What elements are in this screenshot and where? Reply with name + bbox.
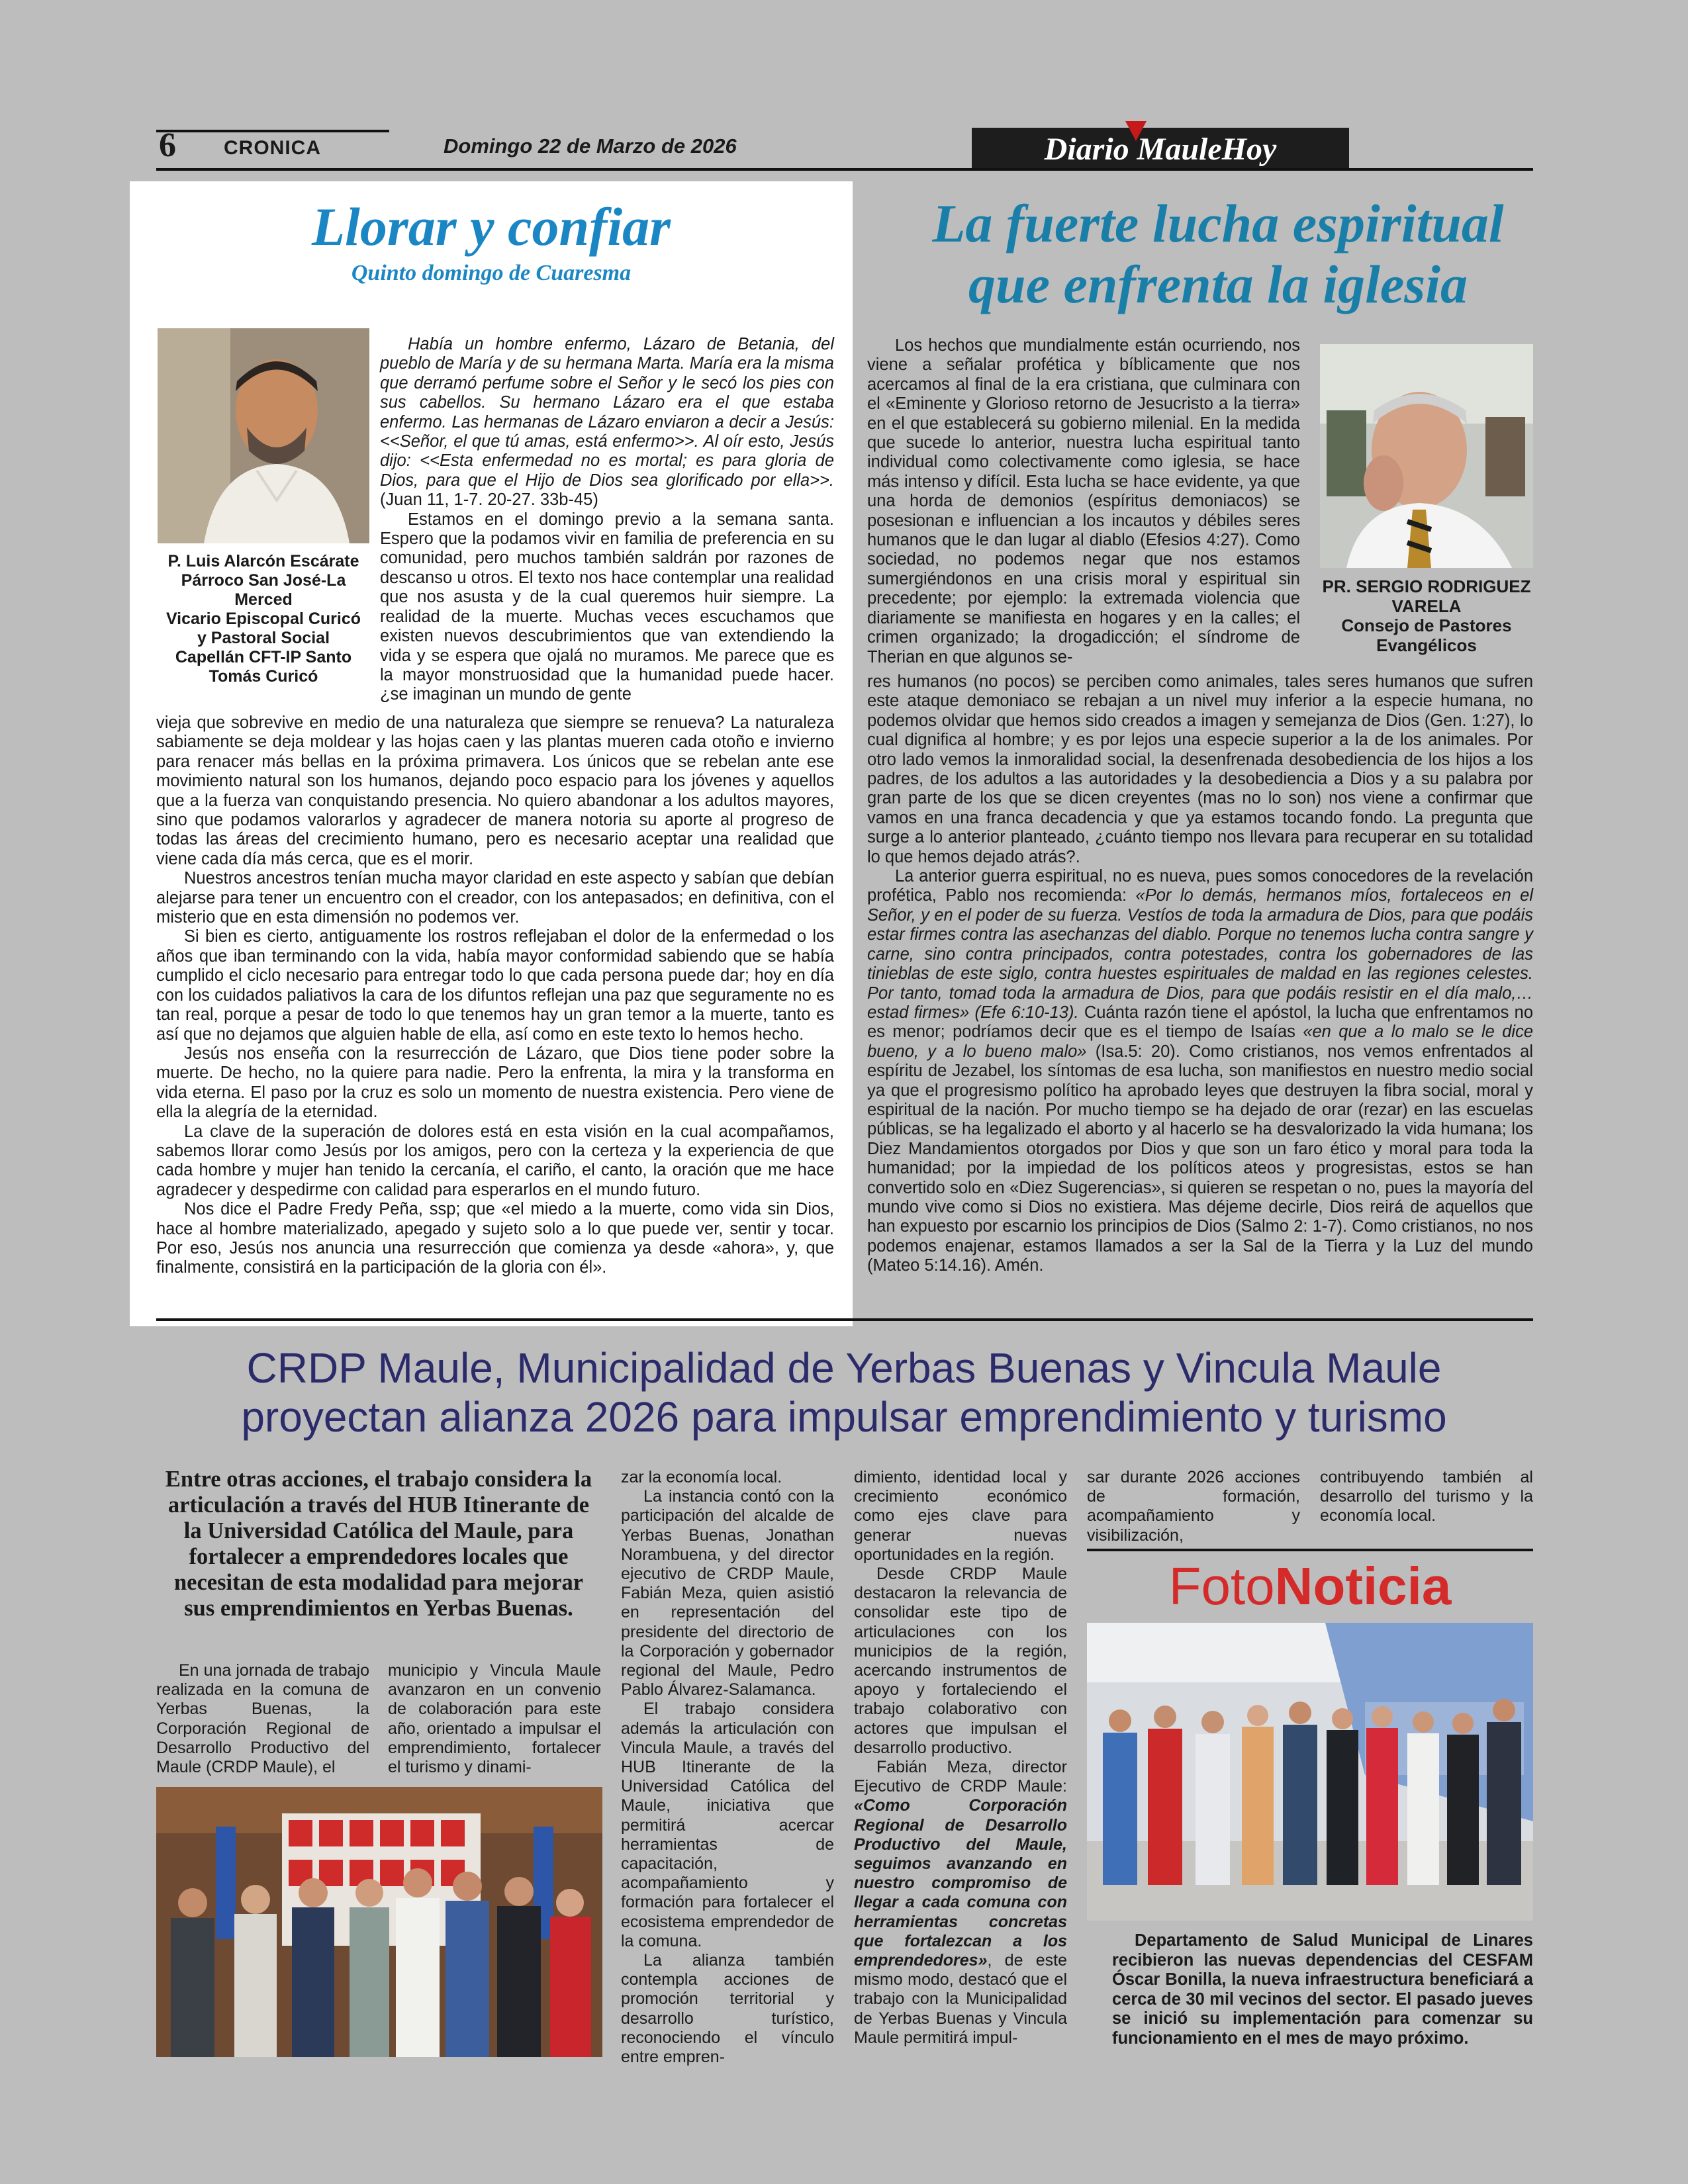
article-paragraph: Los hechos que mundialmente están ocurriendo, nos viene a señalar profética y bíblicamente que nos acercamos al final de la era cristiana, que culminara con el «Eminente y Glorioso retorno de Jesucristo a la tierra» en el que establecerá su gobierno milenial. En la medida que sucede lo anterior, nuestra lucha espiritual tanto individual como colectivamente como iglesia, se hace más intenso y difícil. Esta lucha se hace evidente, ya que una horda de demonios (espíritus demoniacos) se posesionan e influencian a los incautos y débiles seres humanos que le dan lugar al diablo (Efesios 4:27). Como sociedad, no podemos negar que nos estamos sumergiéndonos en una crisis moral y espiritual sin precedente; por ejemplo: la extremada violencia que diariamente se manifiesta en hogares y en la calles; el crimen organizado; la drogadicción; el síndrome de Therian en que algunos se- (867, 336, 1300, 666)
author-photo-alarcon (158, 328, 369, 543)
quote-fabian-meza: «Como Corporación Regional de Desarrollo Productivo del Maule, seguimos avanzando en nuestro compromiso de llegar a cada comuna con herramientas concretas que fortalezcan a los emprendedores» (854, 1796, 1067, 1970)
article-paragraph: Nuestros ancestros tenían mucha mayor claridad en este aspecto y sabían que debían alejarse para tener un encuentro con el creador, con los antepasados; en definitiva, con el misterio que en esta dimensión no podemos ver. (156, 869, 834, 927)
left-article-title: Llorar y confiar (311, 197, 671, 257)
text-run: (Isa.5: 20). Como cristianos, nos vemos enfrentados al espíritu de Jezabel, los síntomas de esa lucha, son manifiestos en nuestro medio social ya que el progresismo político ha aprobado leyes que destruyen la fibra social, moral y espiritual de la nación. Por mucho tiempo se ha dejado de orar (rezar) en las escuelas públicas, se ha legalizado el aborto y al hacerlo se ha desvalorizado la vida humana; los Diez Mandamientos otorgados por Dios y que son un faro ético y moral para toda la humanidad; por la impiedad de los políticos ateos y progresistas, estos se han convertido solo en «Diez Sugerencias», si quieren se respetan o no, pues la mayoría del mundo vive como si Dios no existiera. Mas déjeme decirle, Dios reirá de aquellos que han expuesto por escarnio los principios de Dios (Salmo 2: 1-7). Como cristianos, no nos podemos enajenar, estamos llamados a ser la Sal de la Tierra y la Luz del mundo (Mateo 5:14.16). Amén. (867, 1042, 1533, 1275)
article-paragraph: Estamos en el domingo previo a la semana santa. Espero que la podamos vivir en familia de preferencia en su comunidad, pero muchos también saldrán por razones de descanso u otros. El texto nos hace contemplar una realidad que nos asusta y de la cual queremos huir siempre. La realidad de la muerte. Muchas veces escuchamos que existen nuevos descubrimientos que van extendiendo la vida y se espera que ojalá no muramos. Me parece que es la mayor monstruosidad que la humanidad puede hacer. ¿se imaginan un mundo de gente (380, 510, 834, 704)
article-paragraph: zar la economía local. (621, 1468, 782, 1486)
bottom-article-lead: Entre otras acciones, el trabajo considera la articulación a través del HUB Itinerante de la Universidad Católica del Maule, para fortalecer a emprendedores locales que necesitan de esta modalidad para mejorar sus emprendimientos en Yerbas Buenas. (165, 1467, 592, 1621)
bible-quote: «en que a lo malo se le dice bueno, y a lo bueno malo» (867, 1023, 1534, 1061)
article-paragraph: contribuyendo también al desarrollo del turismo y la economía local. (1320, 1468, 1533, 1525)
foto-noticia-caption: Departamento de Salud Municipal de Linares recibieron las nuevas dependencias del CESFAM Óscar Bonilla, la nueva infraestructura beneficiará a cerca de 30 mil vecinos del sector. El pasado jueves se inició su implementación para comenzar su funcionamiento en el mes de mayo próximo. (1112, 1931, 1533, 2048)
text-run: Cuánta razón tiene el apóstol, la lucha que enfrentamos no es menor; podríamos decir que es el tiempo de Isaías (867, 1003, 1533, 1042)
caption-line: Párroco San José-La (181, 571, 346, 590)
article-paragraph: La alianza también contempla acciones de promoción territorial y desarrollo turístico, reconociendo el vínculo entre empren- (621, 1951, 834, 2067)
header-rule (156, 168, 1533, 171)
header-rule-left (156, 130, 389, 132)
gospel-quote: Había un hombre enfermo, Lázaro de Betania, del pueblo de María y de su hermana Marta. María era la misma que derramó perfume sobre el Señor y le secó los pies con sus cabellos. Su hermano Lázaro era el que estaba enfermo. Las hermanas de Lázaro enviaron a decir a Jesús: <<Señor, el que tú amas, está enfermo>>. Al oír esto, Jesús dijo: <<Esta enfermedad no es mortal; es para gloria de Dios, para que el Hijo de Dios sea glorificado por ella>>. (380, 335, 834, 490)
author-caption-rodriguez (1313, 577, 1540, 655)
article-paragraph: Nos dice el Padre Fredy Peña, ssp; que «el miedo a la muerte, como vida sin Dios, hace al hombre materializado, apegado y sujeto solo a lo que puede ver, sentir y tocar. Por eso, Jesús nos anuncia una resurrección que comienza ya desde «ahora», y, que finalmente, consistirá en la participación de la gloria con él». (156, 1200, 834, 1277)
title-line: que enfrenta la iglesia (968, 254, 1468, 314)
article-column-6 (1320, 1468, 1533, 1526)
brand-red-mark-icon (1125, 121, 1147, 141)
caption-line: Tomás Curicó (209, 667, 318, 686)
article-column-2 (388, 1661, 601, 1777)
article-paragraph (854, 1758, 1067, 2048)
article-paragraph: Desde CRDP Maule destacaron la relevancia de consolidar este tipo de articulaciones con los municipios de la región, acercando instrumentos de apoyo y fortaleciendo el trabajo colaborativo con actores que impulsan el desarrollo productivo. (854, 1565, 1067, 1757)
headline-line: CRDP Maule, Municipalidad de Yerbas Buenas y Vincula Maule (246, 1344, 1442, 1392)
article-paragraph: En una jornada de trabajo realizada en la comuna de Yerbas Buenas, la Corporación Regional de Desarrollo Productivo del Maule (CRDP Maule), el (156, 1661, 369, 1777)
article-column-3 (621, 1468, 834, 2067)
article-paragraph (867, 867, 1533, 1276)
page-number: 6 (159, 126, 176, 164)
caption-line: Consejo de Pastores (1341, 615, 1512, 635)
foto-title-bold: Noticia (1274, 1557, 1452, 1615)
caption-line: PR. SERGIO RODRIGUEZ (1322, 576, 1531, 596)
caption-line: Capellán CFT-IP Santo (175, 648, 352, 666)
article-paragraph: Si bien es cierto, antiguamente los rostros reflejaban el dolor de la enfermedad o los años que iban terminando con la vida, había mayor conformidad sabiendo que se había cumplido el ciclo necesario para entregar todo lo que cada persona puede dar; hoy en día con los cuidados paliativos la cara de los difuntos reflejan una paz que seguramente no es tan real, porque a pesar de todo lo que tenemos hay un gran temor a la muerte, tanto es así que no dejamos que alguien hable de ella, así como en este texto lo hemos hecho. (156, 927, 834, 1044)
caption-line: Vicario Episcopal Curicó (165, 610, 361, 628)
section-divider (156, 1318, 1533, 1321)
article-paragraph: La instancia contó con la participación del alcalde de Yerbas Buenas, Jonathan Norambuena, y del director ejecutivo de CRDP Maule, Fabián Meza, quien asistió en representación del presidente del directorio de la Corporación y gobernador regional del Maule, Pedro Pablo Álvarez-Salamanca. (621, 1487, 834, 1700)
foto-title-light: Foto (1168, 1557, 1275, 1615)
text-run: Fabián Meza, director Ejecutivo de CRDP Maule: (854, 1758, 1067, 1796)
title-line: La fuerte lucha espiritual (932, 193, 1504, 253)
article-paragraph: res humanos (no pocos) se perciben como animales, tales seres humanos que sufren este ataque demoniaco se rebajan a un nivel muy inferior a la especie humana, no podemos olvidar que hemos sido creados a imagen y semejanza de Dios (Gen. 1:27), lo cual dignifica al hombre; y es por lejos una especie superior a la de los animales. Por otro lado vemos la inmoralidad social, la desenfrenada desobediencia de los hijos a los padres, de los adultos a las autoridades y la desobediencia a Dios y a su palabra por gran parte de los que se dicen creyentes (mas no lo son) nos viene a confirmar que vamos en una franca decadencia y que ya estamos tocando fondo. La pregunta que surge a lo anterior planteado, ¿cuánto tiempo nos llevara para recuperar en su totalidad lo que hemos dejado atrás?. (867, 672, 1533, 866)
article-paragraph: La clave de la superación de dolores está en esta visión en la cual acompañamos, sabemos llorar como Jesús por los amigos, pero con la certeza y la experiencia de que cada hombre y mujer han tenido la cercanía, el cariño, el canto, la oración que me hace agradecer y despedirme con calidad para esperarlos en el mundo futuro. (156, 1122, 834, 1199)
left-article-body-top (380, 335, 834, 705)
group-photo-yerbas-buenas (156, 1787, 602, 2057)
right-article-body-bottom (867, 672, 1533, 1276)
article-paragraph: municipio y Vincula Maule avanzaron en un convenio de colaboración para este año, orientado a impulsar el emprendimiento, fortalecer el turismo y dinami- (388, 1661, 601, 1777)
newspaper-brand (972, 128, 1349, 170)
gospel-reference: (Juan 11, 1-7. 20-27. 33b-45) (380, 490, 598, 510)
article-paragraph: El trabajo considera además la articulación con Vincula Maule, a través del HUB Itinerante de la Universidad Católica del Maule, iniciativa que permitirá acercar herramientas de capacitación, acompañamiento y formación para fortalecer el ecosistema emprendedor de la comuna. (621, 1700, 834, 1950)
article-column-5 (1087, 1468, 1300, 1545)
author-photo-rodriguez (1320, 344, 1533, 568)
left-article-subtitle: Quinto domingo de Cuaresma (351, 261, 632, 285)
article-paragraph: Jesús nos enseña con la resurrección de Lázaro, que Dios tiene poder sobre la muerte. De hecho, no la quiere para nadie. Pero la enfrenta, la mira y la transforma en vida eterna. El paso por la cruz es solo un momento de nuestra existencia. Pero viene de ella la alegría de la eternidad. (156, 1044, 834, 1122)
article-paragraph (380, 335, 834, 510)
article-column-1 (156, 1661, 369, 1777)
caption-line: y Pastoral Social (197, 629, 330, 647)
left-article-body-bottom (156, 713, 834, 1278)
right-article-title (865, 193, 1571, 315)
brand-name: Diario MauleHoy (1044, 131, 1277, 167)
foto-noticia-title (1087, 1557, 1533, 1616)
issue-date: Domingo 22 de Marzo de 2026 (444, 134, 737, 158)
right-article-body-top (867, 336, 1300, 667)
cesfam-group-photo (1087, 1623, 1533, 1921)
text-run: , de este mismo modo, destacó que el trabajo con la Municipalidad de Yerbas Buenas y Vincula Maule permitirá impul- (854, 1951, 1067, 2047)
author-caption-alarcon (152, 552, 375, 686)
article-paragraph: vieja que sobrevive en medio de una naturaleza que siempre se renueva? La naturaleza sabiamente se deja moldear y las hojas caen y las plantas mueren cada otoño e invierno para renacer más bellas en la próxima primavera. Los únicos que se rebelan ante ese movimiento natural son los humanos, dejando poco espacio para los jóvenes y aquellos que a la fuerza van conquistando presencia. No quiero abandonar a los adultos mayores, sino que podamos valorarlos y agradecer de manera notoria su aporte al progreso de todas las áreas del crecimiento humano, pero es necesario aceptar una realidad que viene cada día más cerca, que es el morir. (156, 713, 834, 868)
caption-line: P. Luis Alarcón Escárate (167, 552, 359, 570)
caption-line: Evangélicos (1376, 635, 1477, 655)
caption-line: Merced (234, 590, 293, 609)
bible-quote: «Por lo demás, hermanos míos, fortaleceos en el Señor, y en el poder de su fuerza. Vestíos de toda la armadura de Dios, para que podáis estar firmes contra las asechanzas del diablo. Porque no tenemos lucha contra sangre y carne, sino contra principados, contra potestades, contra los gobernadores de las tinieblas de este siglo, contra huestes espirituales de maldad en las regiones celestes. Por tanto, tomad toda la armadura de Dios, para que podáis resistir en el día malo,… estad firmes» (Efe 6:10-13). (867, 886, 1534, 1022)
bottom-article-headline (130, 1343, 1558, 1441)
caption-line: VARELA (1391, 596, 1462, 616)
article-paragraph: dimiento, identidad local y crecimiento económico como ejes clave para generar nuevas oportunidades en la región. (854, 1468, 1067, 1564)
section-name: CRONICA (224, 137, 321, 159)
article-paragraph: sar durante 2026 acciones de formación, acompañamiento y visibilización, (1087, 1468, 1300, 1545)
text-run: La anterior guerra espiritual, no es nueva, pues somos conocedores de la revelación profética, Pablo nos recomienda: (867, 867, 1533, 905)
article-column-4 (854, 1468, 1067, 2048)
headline-line: proyectan alianza 2026 para impulsar emprendimiento y turismo (241, 1393, 1447, 1441)
foto-noticia-rule (1087, 1549, 1533, 1551)
